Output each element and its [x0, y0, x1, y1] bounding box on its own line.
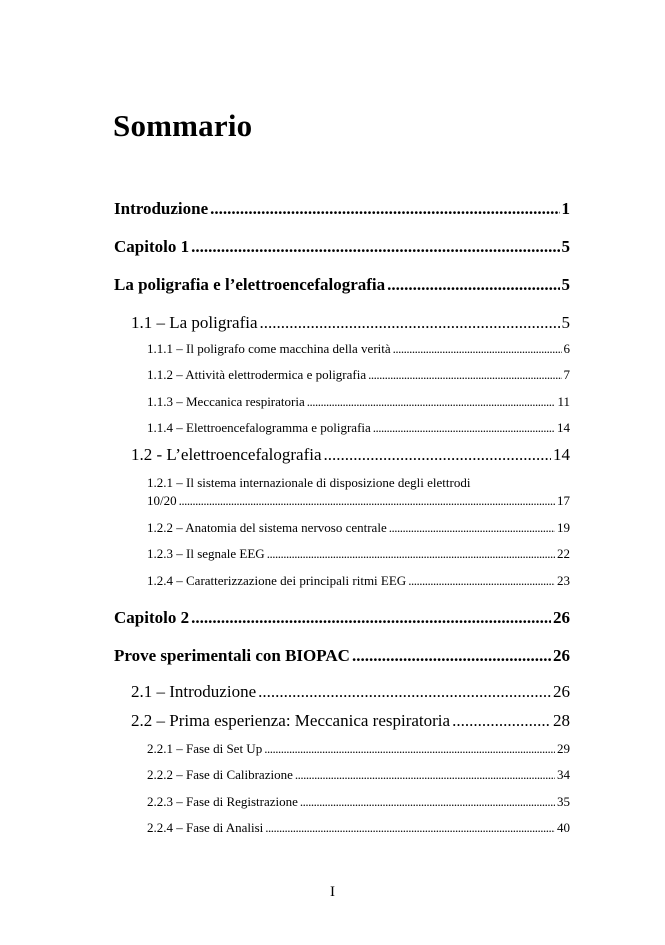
toc-entry-capitolo-2	[114, 608, 570, 628]
toc-entry-page: 34	[557, 767, 570, 782]
toc-entry-capitolo-1	[114, 237, 570, 257]
toc-leader-dots	[387, 275, 559, 295]
toc-entry-2-2-2	[147, 767, 570, 783]
toc-entry-page: 7	[563, 367, 570, 382]
toc-entry-2-2	[131, 711, 570, 731]
toc-entry-text: 2.2.4 – Fase di Analisi	[147, 820, 264, 835]
toc-entry-1-2-1-line1: 1.2.1 – Il sistema internazionale di disposizione degli elettrodi	[147, 475, 471, 490]
toc-entry-page: 35	[557, 794, 570, 809]
toc-entry-text: Capitolo 1	[114, 237, 190, 256]
toc-entry-introduzione	[114, 199, 570, 219]
toc-entry-text: 2.1 – Introduzione	[131, 682, 257, 701]
toc-leader-dots	[352, 646, 551, 666]
toc-leader-dots	[260, 313, 560, 333]
toc-entry-page: 17	[557, 493, 570, 508]
page-number-footer: I	[330, 884, 335, 900]
toc-entry-text: 1.1.4 – Elettroencefalogramma e poligrafia	[147, 420, 371, 435]
toc-leader-dots	[210, 199, 559, 219]
toc-entry-page: 6	[563, 341, 570, 356]
toc-entry-text: Capitolo 2	[114, 608, 190, 627]
toc-entry-page: 19	[557, 520, 570, 535]
toc-entry-2-2-3	[147, 794, 570, 810]
toc-entry-page: 5	[561, 313, 570, 332]
toc-entry-1-1-2	[147, 367, 570, 383]
toc-leader-dots	[368, 367, 561, 383]
toc-entry-text: 2.2.3 – Fase di Registrazione	[147, 794, 298, 809]
toc-entry-page: 26	[553, 682, 570, 701]
toc-entry-1-2-2	[147, 520, 570, 536]
toc-entry-2-1	[131, 682, 570, 702]
toc-entry-page: 22	[557, 546, 570, 561]
toc-entry-page: 29	[557, 741, 570, 756]
toc-leader-dots	[179, 493, 555, 509]
toc-entry-1-2-3	[147, 546, 570, 562]
toc-entry-text: 1.2 - L’elettroencefalografia	[131, 445, 322, 464]
toc-entry-page: 5	[561, 237, 570, 256]
toc-entry-1-2-4	[147, 573, 570, 589]
toc-entry-text: 2.2.2 – Fase di Calibrazione	[147, 767, 293, 782]
toc-entry-prove-sperimentali	[114, 646, 570, 666]
toc-entry-page: 40	[557, 820, 570, 835]
toc-entry-text: 1.2.3 – Il segnale EEG	[147, 546, 265, 561]
toc-entry-text: Prove sperimentali con BIOPAC	[114, 646, 350, 665]
toc-entry-1-1	[131, 313, 570, 333]
toc-leader-dots	[389, 520, 555, 536]
toc-leader-dots	[452, 711, 551, 731]
toc-entry-1-2-1-line2	[147, 493, 570, 509]
toc-entry-text: 1.1.2 – Attività elettrodermica e poligrafia	[147, 367, 367, 382]
toc-entry-page: 26	[553, 646, 570, 665]
toc-entry-text: 1.1.1 – Il poligrafo come macchina della verità	[147, 341, 391, 356]
toc-leader-dots	[264, 741, 555, 757]
toc-leader-dots	[324, 445, 551, 465]
toc-leader-dots	[191, 237, 559, 257]
toc-leader-dots	[307, 394, 556, 410]
toc-leader-dots	[295, 767, 555, 783]
toc-leader-dots	[408, 573, 555, 589]
toc-entry-text: 2.2 – Prima esperienza: Meccanica respiratoria	[131, 711, 451, 730]
toc-leader-dots	[300, 794, 555, 810]
toc-entry-2-2-1	[147, 741, 570, 757]
toc-entry-1-1-3	[147, 394, 570, 410]
toc-leader-dots	[258, 682, 551, 702]
toc-leader-dots	[191, 608, 551, 628]
toc-entry-page: 5	[561, 275, 570, 294]
toc-entry-1-2	[131, 445, 570, 465]
toc-entry-text: 1.2.2 – Anatomia del sistema nervoso centrale	[147, 520, 387, 535]
toc-entry-1-1-4	[147, 420, 570, 436]
toc-entry-text: La poligrafia e l’elettroencefalografia	[114, 275, 386, 294]
toc-entry-text: 1.1.3 – Meccanica respiratoria	[147, 394, 305, 409]
toc-entry-page: 14	[557, 420, 570, 435]
toc-entry-page: 26	[553, 608, 570, 627]
toc-leader-dots	[373, 420, 555, 436]
toc-entry-text: 1.2.4 – Caratterizzazione dei principali ritmi EEG	[147, 573, 407, 588]
toc-entry-1-1-1	[147, 341, 570, 357]
toc-entry-la-poligrafia-eeg	[114, 275, 570, 295]
toc-entry-text: 2.2.1 – Fase di Set Up	[147, 741, 263, 756]
page-title: Sommario	[113, 108, 253, 143]
toc-leader-dots	[393, 341, 562, 357]
toc-entry-2-2-4	[147, 820, 570, 836]
toc-entry-page: 28	[553, 711, 570, 730]
toc-entry-page: 23	[557, 573, 570, 588]
toc-entry-text: 1.1 – La poligrafia	[131, 313, 258, 332]
toc-leader-dots	[265, 820, 555, 836]
toc-entry-page: 1	[561, 199, 570, 218]
toc-entry-page: 14	[553, 445, 570, 464]
toc-entry-page: 11	[557, 394, 570, 409]
toc-entry-text: Introduzione	[114, 199, 209, 218]
toc-leader-dots	[267, 546, 555, 562]
toc-entry-text: 10/20	[147, 493, 177, 508]
